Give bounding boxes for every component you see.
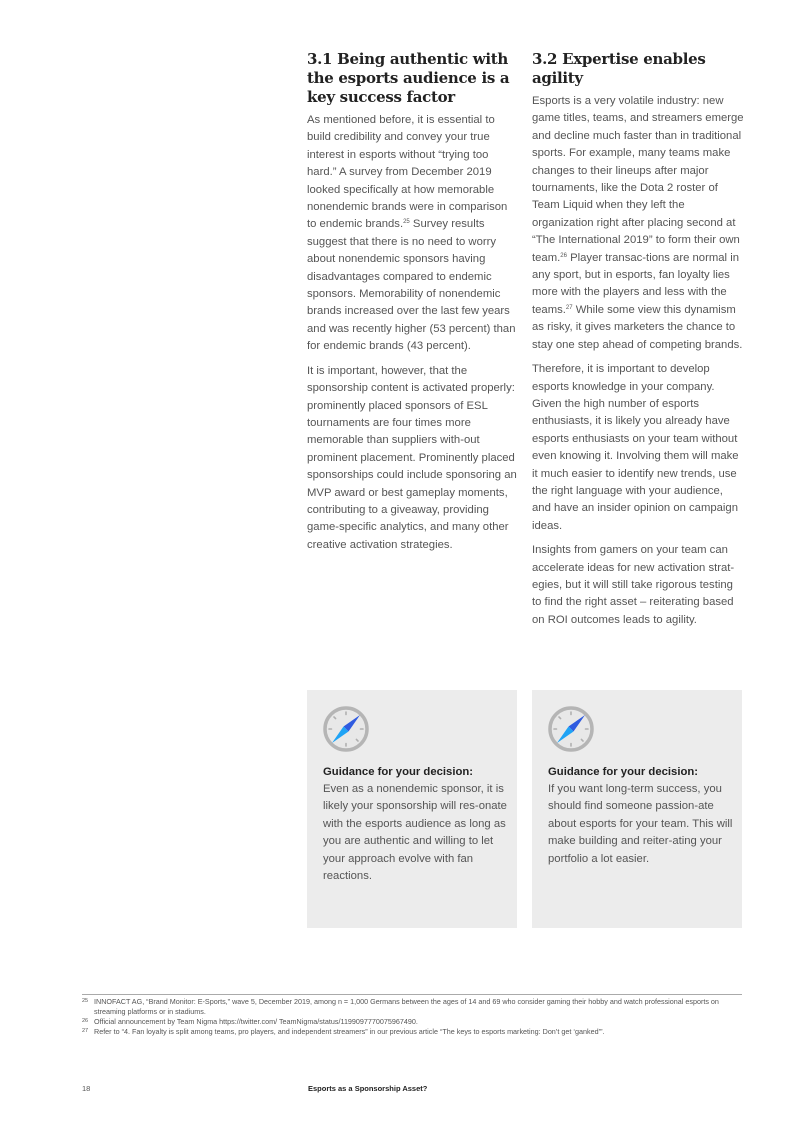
section-3-1 [307,50,519,561]
page-number: 18 [82,1084,91,1093]
paragraph [532,93,744,354]
footnote-text[interactable]: Official announcement by Team Nigma https://twitter.com/ TeamNigma/status/1199097770075967490. [94,1017,418,1026]
section-heading: 3.1 Being authentic with the esports audience is a key success factor [307,50,510,106]
paragraph: It is important, however, that the sponsorship content is activated properly: prominently placed sponsors of ESL tournaments are four times more memorable than suppliers with-out prominent placement. Prominently placed sponsorships could include sponsoring an MVP award or best gameplay moments, contributing to a giveaway, providing game-specific analytics, and many other creative activation strategies. [307,364,517,551]
guidance-box [307,690,517,928]
paragraph-text: Player transac-tions are normal in any sport, but in esports, fan loyalty lies more with the players and less with the teams. [532,251,739,316]
document-title: Esports as a Sponsorship Asset? [308,1084,428,1093]
guidance-title: Guidance for your decision: [323,766,474,778]
guidance-title: Guidance for your decision: [548,766,699,778]
footnote-number: 26 [82,1018,89,1024]
paragraph: Insights from gamers on your team can accelerate ideas for new activation strat-egies, but it will still take rigorous testing to find the right asset – reiterating based on ROI outcomes leads to agility. [532,544,735,626]
section-heading: 3.2 Expertise enables agility [532,50,706,87]
footnote-ref[interactable]: 25 [403,219,410,226]
section-3-2 [532,50,744,636]
paragraph-text: While some view this dynamism as risky, it gives marketers the chance to stay one step ahead of competing brands. [532,303,743,351]
guidance-text: If you want long-term success, you should find someone passion-ate about esports for your team. This will make building and reiter-ating your portfolio a lot easier. [548,783,733,865]
paragraph-text: Esports is a very volatile industry: new game titles, teams, and streamers emerge and decline much faster than in traditional sports. For example, many teams make changes to their lineups after major tournaments, like the Dota 2 roster of Team Liquid when they left the organization right after placing second at “The International 2019” to form their own team. [532,95,744,264]
footnote-text: INNOFACT AG, “Brand Monitor: E-Sports,” wave 5, December 2019, among n = 1,000 Germans between the ages of 14 and 69 who consider gaming their hobby and watch professional esports on streaming platforms or in stadiums. [94,997,719,1016]
footnote [82,997,742,1017]
paragraph-text: As mentioned before, it is essential to build credibility and convey your true interest in esports without “trying too hard.” A survey from December 2019 looked specifically at how memorable nonendemic brands were in comparison to endemic brands. [307,114,508,231]
paragraph: Therefore, it is important to develop esports knowledge in your company. Given the high number of esports enthusiasts, it is likely you already have esports enthusiasts on your team without even knowing it. Involving them will make it much easier to identify new trends, use the right language with your audience, and have an insider opinion on campaign ideas. [532,363,739,532]
compass-icon [547,705,595,753]
guidance-box [532,690,742,928]
paragraph-text: Survey results suggest that there is no need to worry about nonendemic sponsors having disadvantages compared to endemic sponsors. Memorability of nonendemic brands increased over the last few years and was recently higher (53 percent) than for endemic brands (43 percent). [307,218,516,353]
paragraph [307,112,519,356]
compass-icon [322,705,370,753]
footnote-number: 27 [82,1028,89,1034]
footnote-divider [82,994,742,995]
footnote-ref[interactable]: 27 [565,304,573,311]
footnote-ref[interactable]: 26 [560,252,567,259]
guidance-text: Even as a nonendemic sponsor, it is likely your sponsorship will res-onate with the esports audience as long as you are authentic and willing to let your approach evolve with fan reactions. [323,783,507,883]
footnote [82,1027,742,1037]
footnotes [82,997,742,1037]
footnote-text: Refer to “4. Fan loyalty is split among teams, pro players, and independent streamers” in our previous article “The keys to esports marketing: Don’t get ‘ganked’”. [94,1027,605,1036]
footnote [82,1017,742,1027]
footnote-number: 25 [82,998,89,1004]
